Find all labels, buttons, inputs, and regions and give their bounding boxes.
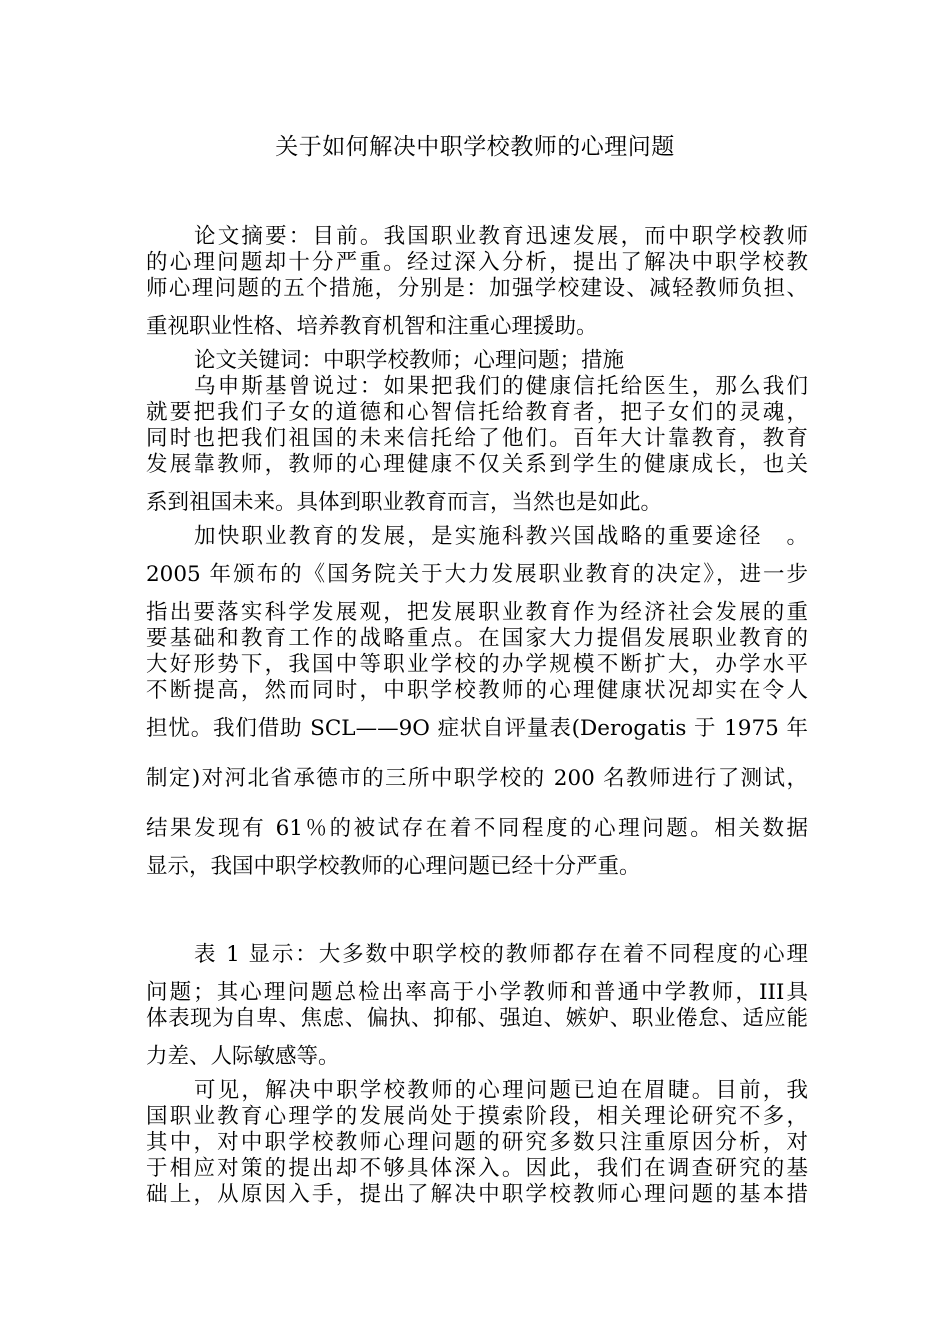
text-line: 体表现为自卑、焦虑、偏执、抑郁、强迫、嫉妒、职业倦怠、适应能 [146,1006,808,1031]
text-line: 制定)对河北省承德市的三所中职学校的 200 名教师进行了测试， [146,766,808,791]
text-line: 2005 年颁布的《国务院关于大力发展职业教育的决定》，进一步 [146,562,808,587]
text-line: 同时也把我们祖国的未来信托给了他们。百年大计靠教育，教育 [146,426,808,451]
text-line: 论文摘要：目前。我国职业教育迅速发展，而中职学校教师 [194,224,808,249]
text-line: 发展靠教师，教师的心理健康不仅关系到学生的健康成长，也关 [146,452,808,477]
text-line: 础上，从原因入手，提出了解决中职学校教师心理问题的基本措 [146,1182,808,1207]
text-line: 大好形势下，我国中等职业学校的办学规模不断扩大，办学水平 [146,652,808,677]
text-line: 乌申斯基曾说过：如果把我们的健康信托给医生，那么我们 [194,374,808,399]
text-line: 就要把我们子女的道德和心智信托给教育者，把子女们的灵魂， [146,400,808,425]
text-line: 国职业教育心理学的发展尚处于摸索阶段，相关理论研究不多， [146,1104,808,1129]
text-line: 问题；其心理问题总检出率高于小学教师和普通中学教师，III具 [146,980,808,1005]
text-line: 可见，解决中职学校教师的心理问题已迫在眉睫。目前，我 [194,1078,808,1103]
text-line: 不断提高，然而同时，中职学校教师的心理健康状况却实在令人 [146,678,808,703]
text-line: 重视职业性格、培养教育机智和注重心理援助。 [146,314,598,339]
document-title: 关于如何解决中职学校教师的心理问题 [275,134,675,160]
text-line: 师心理问题的五个措施，分别是：加强学校建设、减轻教师负担、 [146,276,808,301]
text-line: 系到祖国未来。具体到职业教育而言，当然也是如此。 [146,490,663,515]
text-line: 担忧。我们借助 SCL——9O 症状自评量表(Derogatis 于 1975 年 [146,716,808,741]
text-line: 加快职业教育的发展，是实施科教兴国战略的重要途径 。 [194,524,808,549]
text-line: 指出要落实科学发展观，把发展职业教育作为经济社会发展的重 [146,600,808,625]
text-line: 结果发现有 61％的被试存在着不同程度的心理问题。相关数据 [146,816,808,841]
text-line: 要基础和教育工作的战略重点。在国家大力提倡发展职业教育的 [146,626,808,651]
text-line: 力差、人际敏感等。 [146,1044,340,1069]
text-line: 表 1 显示：大多数中职学校的教师都存在着不同程度的心理 [194,942,808,967]
text-line: 的心理问题却十分严重。经过深入分析，提出了解决中职学校教 [146,250,808,275]
text-line: 于相应对策的提出却不够具体深入。因此，我们在调查研究的基 [146,1156,808,1181]
text-line: 显示，我国中职学校教师的心理问题已经十分严重。 [146,854,641,879]
text-line: 论文关键词：中职学校教师；心理问题；措施 [194,348,625,373]
text-line: 其中，对中职学校教师心理问题的研究多数只注重原因分析，对 [146,1130,808,1155]
